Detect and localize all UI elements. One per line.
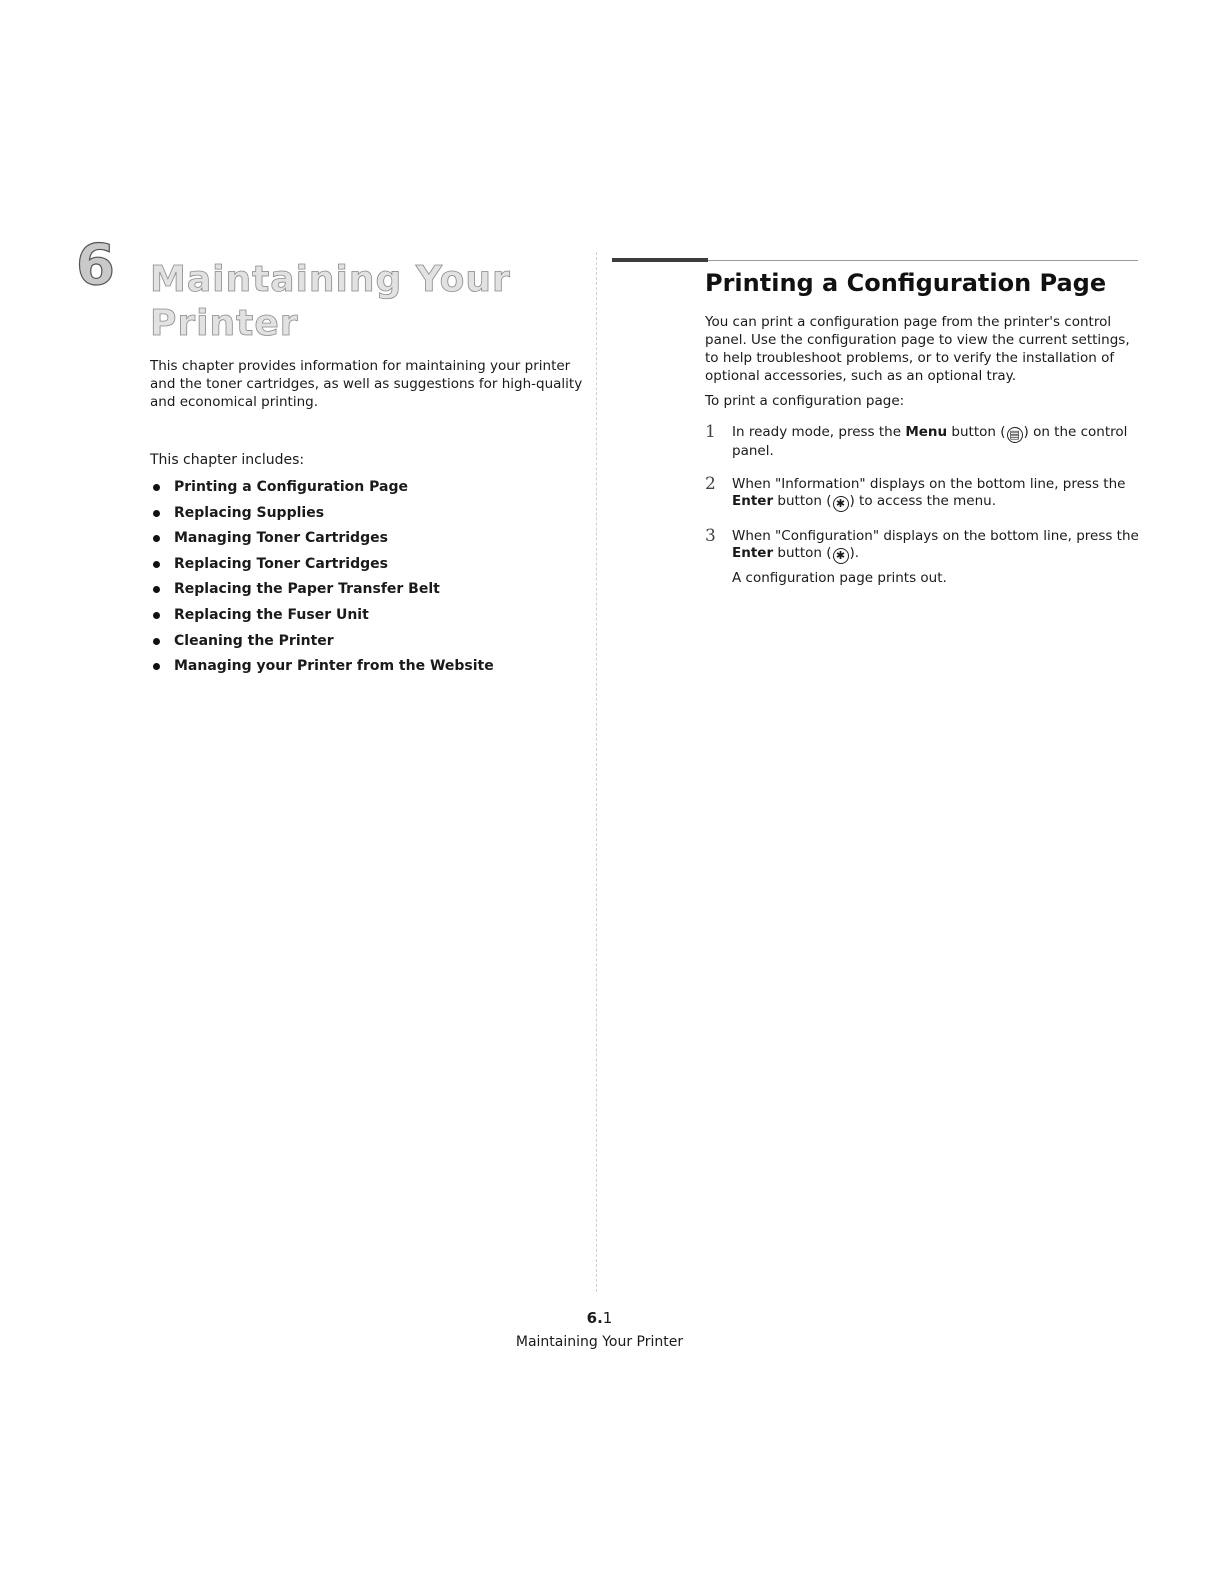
bullet-icon <box>153 561 160 568</box>
section-intro: You can print a configuration page from the printer's control panel. Use the configuration page to view the current settings, to help troubleshoot problems, or to verify the installation of optional accessories, such as an optional tray. <box>705 314 1130 384</box>
bullet-icon <box>153 586 160 593</box>
step-text: ). <box>849 545 860 561</box>
includes-label: This chapter includes: <box>150 452 305 468</box>
topic-item[interactable] <box>150 502 590 528</box>
section-heading: Printing a Configuration Page <box>705 269 1107 297</box>
to-print-label: To print a configuration page: <box>705 393 905 409</box>
topic-item[interactable] <box>150 553 590 579</box>
step-item <box>705 424 1141 460</box>
chapter-intro: This chapter provides information for maintaining your printer and the toner cartridges, as well as suggestions for high-quality and economical printing. <box>150 358 583 410</box>
step-text: When "Information" displays on the bottom line, press the <box>732 476 1126 492</box>
step-text: button ( <box>947 424 1006 440</box>
step-result: A configuration page prints out. <box>732 570 947 586</box>
topic-item[interactable] <box>150 527 590 553</box>
topic-label: Replacing the Paper Transfer Belt <box>174 581 440 598</box>
step-bold: Enter <box>732 545 774 561</box>
topic-label: Replacing the Fuser Unit <box>174 606 369 623</box>
page-num: 1 <box>602 1309 613 1327</box>
step-number: 1 <box>705 422 716 442</box>
bullet-icon <box>153 484 160 491</box>
section-rule-accent <box>612 258 708 262</box>
step-text: button ( <box>773 545 832 561</box>
step-item <box>705 528 1141 587</box>
step-number: 2 <box>705 474 716 494</box>
topic-label: Cleaning the Printer <box>174 632 334 649</box>
topic-label: Replacing Toner Cartridges <box>174 555 388 572</box>
topic-item[interactable] <box>150 578 590 604</box>
step-item <box>705 476 1141 512</box>
step-text: In ready mode, press the <box>732 424 906 440</box>
topic-item[interactable] <box>150 655 590 681</box>
topic-label: Managing Toner Cartridges <box>174 530 388 547</box>
bullet-icon <box>153 638 160 645</box>
chapter-title: Maintaining Your Printer <box>150 259 511 344</box>
enter-icon: ✱ <box>833 548 849 564</box>
bullet-icon <box>153 612 160 619</box>
topic-item[interactable] <box>150 476 590 502</box>
menu-icon: ▤ <box>1007 427 1023 443</box>
step-text: ) on the control panel. <box>732 424 1128 459</box>
step-text: When "Configuration" displays on the bottom line, press the <box>732 528 1139 544</box>
bullet-icon <box>153 663 160 670</box>
step-bold: Menu <box>905 424 948 440</box>
chapter-topic-list <box>150 476 590 681</box>
footer-title: Maintaining Your Printer <box>515 1334 684 1350</box>
topic-label: Managing your Printer from the Website <box>174 658 494 675</box>
chapter-number: 6 <box>76 233 115 298</box>
step-text: ) to access the menu. <box>849 493 996 509</box>
topic-label: Printing a Configuration Page <box>174 479 408 495</box>
page-chapter: 6. <box>586 1309 603 1327</box>
bullet-icon <box>153 535 160 542</box>
topic-item[interactable] <box>150 630 590 656</box>
page-number <box>0 1309 1199 1327</box>
column-divider <box>596 252 597 1292</box>
enter-icon: ✱ <box>833 496 849 512</box>
step-bold: Enter <box>732 493 774 509</box>
bullet-icon <box>153 510 160 517</box>
step-number: 3 <box>705 526 716 546</box>
step-text: button ( <box>773 493 832 509</box>
topic-item[interactable] <box>150 604 590 630</box>
step-list <box>705 424 1141 603</box>
topic-label: Replacing Supplies <box>174 504 325 521</box>
